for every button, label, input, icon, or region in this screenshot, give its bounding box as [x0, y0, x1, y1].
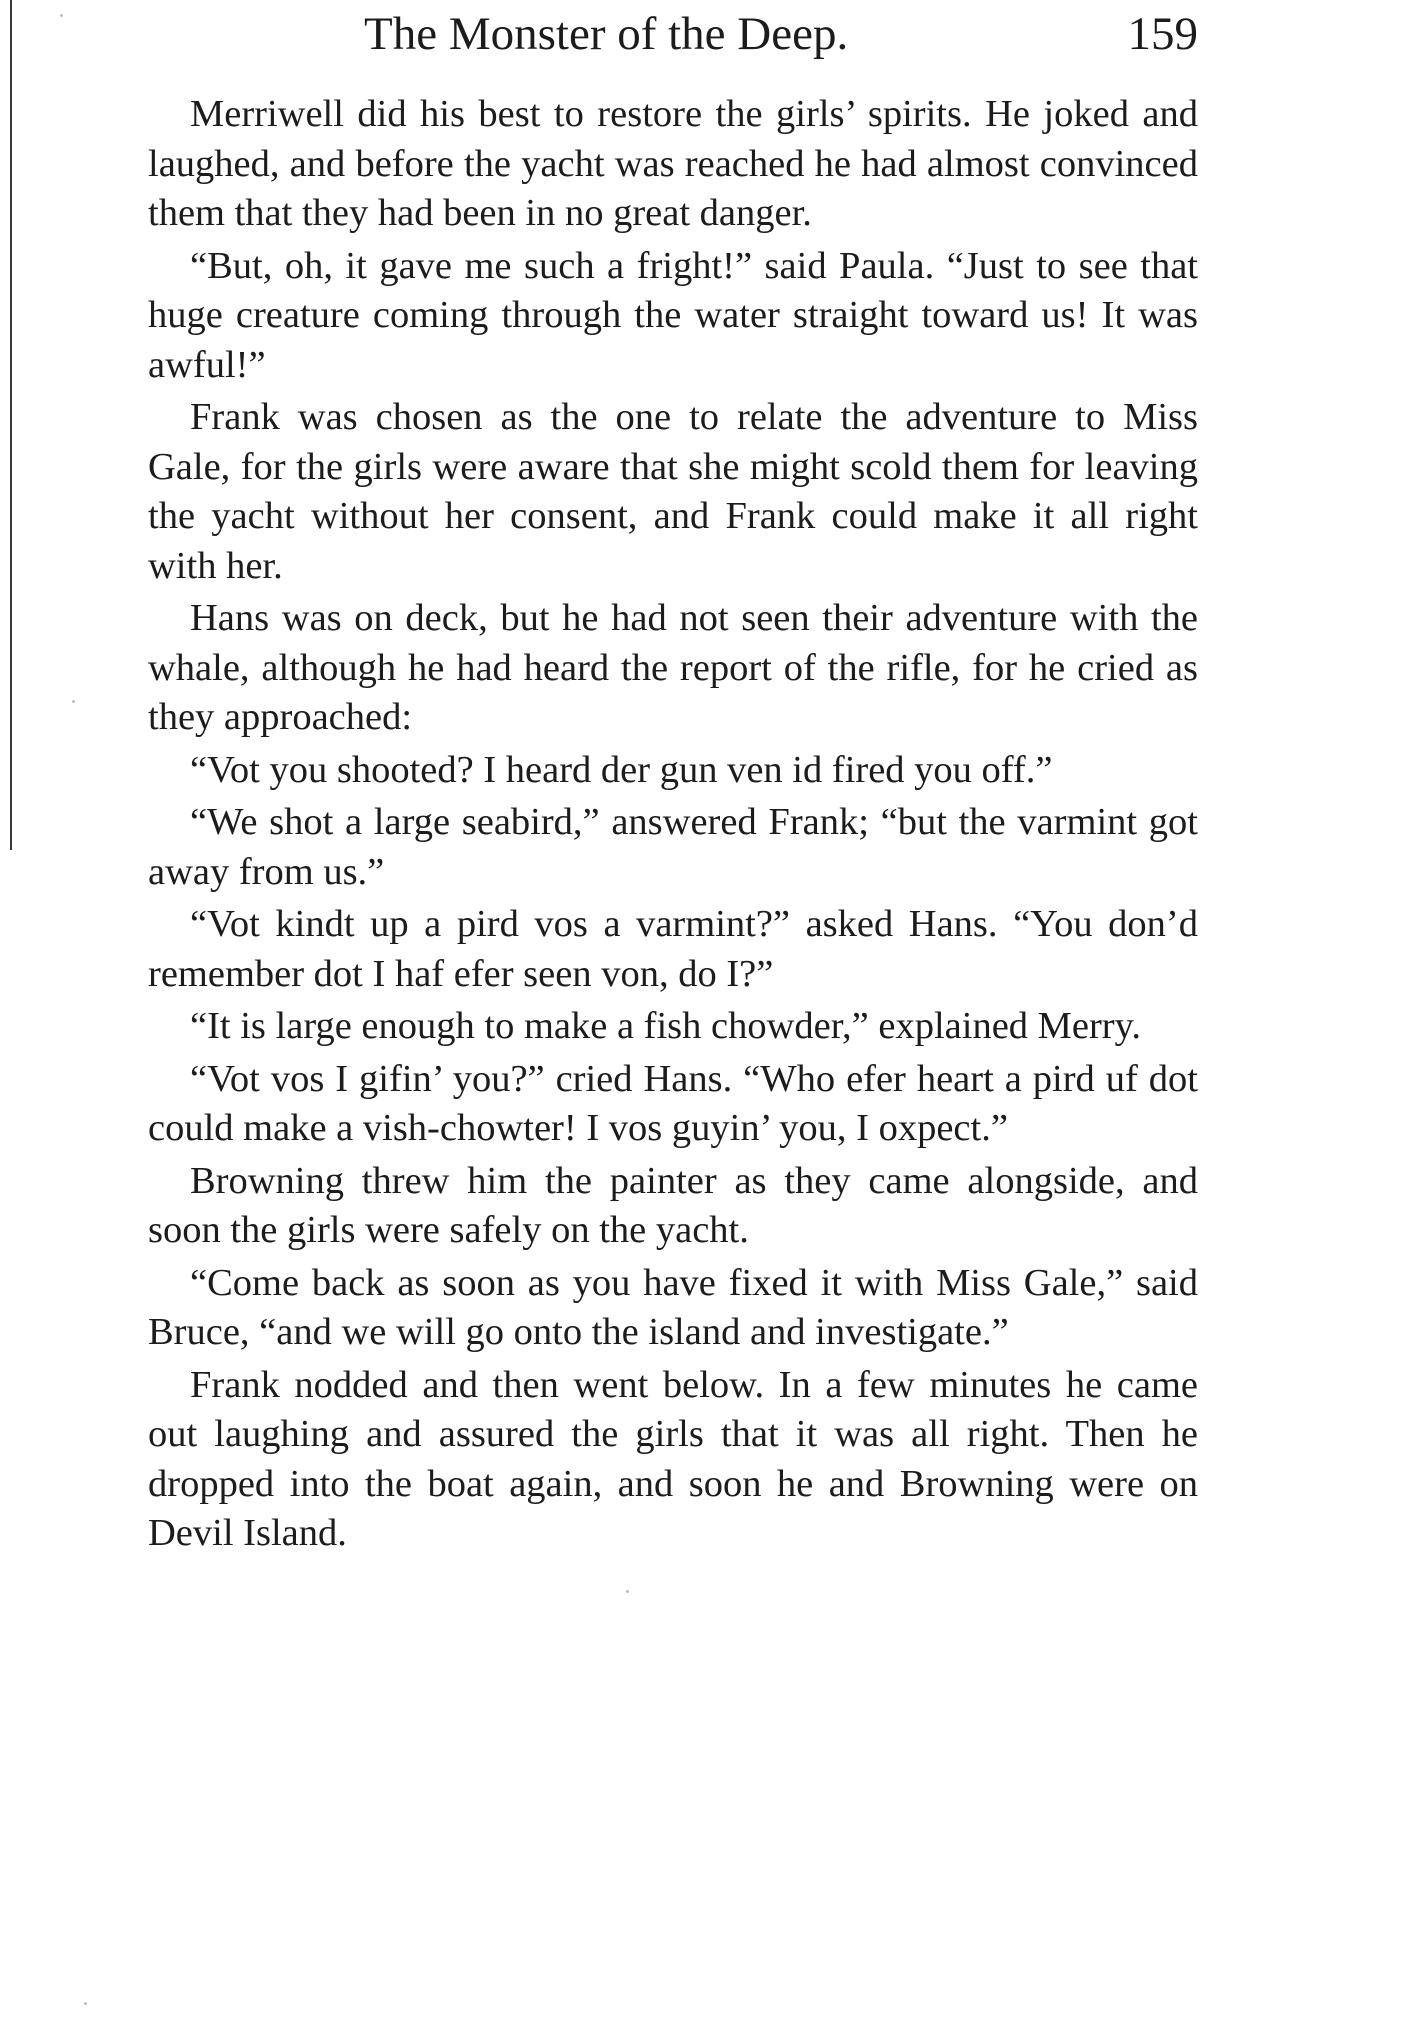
- paragraph: Merriwell did his best to restore the girls’ spirits. He joked and laughed, and before the yacht was reached he had almost convinced them that they had been in no great danger.: [148, 93, 1198, 234]
- paragraph: Browning threw him the painter as they came alongside, and soon the girls were safely on the yacht.: [148, 1159, 1198, 1251]
- paragraph: “We shot a large seabird,” answered Frank; “but the varmint got away from us.”: [148, 801, 1198, 893]
- paragraph: “It is large enough to make a fish chowder,” explained Merry.: [190, 1005, 1141, 1047]
- scan-speck: [72, 700, 75, 703]
- paragraph: Frank nodded and then went below. In a few minutes he came out laughing and assured the girls that it was all right. Then he dropped into the boat again, and soon he and Browning were on Devil Island.: [148, 1363, 1198, 1554]
- paragraph: Frank was chosen as the one to relate the adventure to Miss Gale, for the girls were aware that she might scold them for leaving the yacht without her consent, and Frank could make it all right with her.: [148, 396, 1198, 587]
- page-number: 159: [1127, 8, 1198, 60]
- running-header: [148, 4, 1198, 64]
- running-title: The Monster of the Deep.: [364, 8, 849, 60]
- paragraph: “But, oh, it gave me such a fright!” said Paula. “Just to see that huge creature coming through the water straight toward us! It was awful!”: [148, 244, 1198, 386]
- scan-speck: [60, 14, 63, 17]
- paragraph: Hans was on deck, but he had not seen their adventure with the whale, although he had heard the report of the rifle, for he cried as they approached:: [148, 597, 1198, 738]
- scan-speck: [84, 2002, 87, 2005]
- page-body: [148, 90, 1198, 1562]
- paragraph: “Come back as soon as you have fixed it with Miss Gale,” said Bruce, “and we will go onto the island and investigate.”: [148, 1261, 1198, 1353]
- paragraph: “Vot kindt up a pird vos a varmint?” asked Hans. “You don’d remember dot I haf efer seen von, do I?”: [148, 903, 1198, 995]
- binding-edge-line: [10, 0, 12, 850]
- paragraph: “Vot vos I gifin’ you?” cried Hans. “Who efer heart a pird uf dot could make a vish-chowter! I vos guyin’ you, I oxpect.”: [148, 1057, 1198, 1149]
- paragraph: “Vot you shooted? I heard der gun ven id fired you off.”: [190, 748, 1053, 791]
- scan-speck: [626, 1590, 629, 1593]
